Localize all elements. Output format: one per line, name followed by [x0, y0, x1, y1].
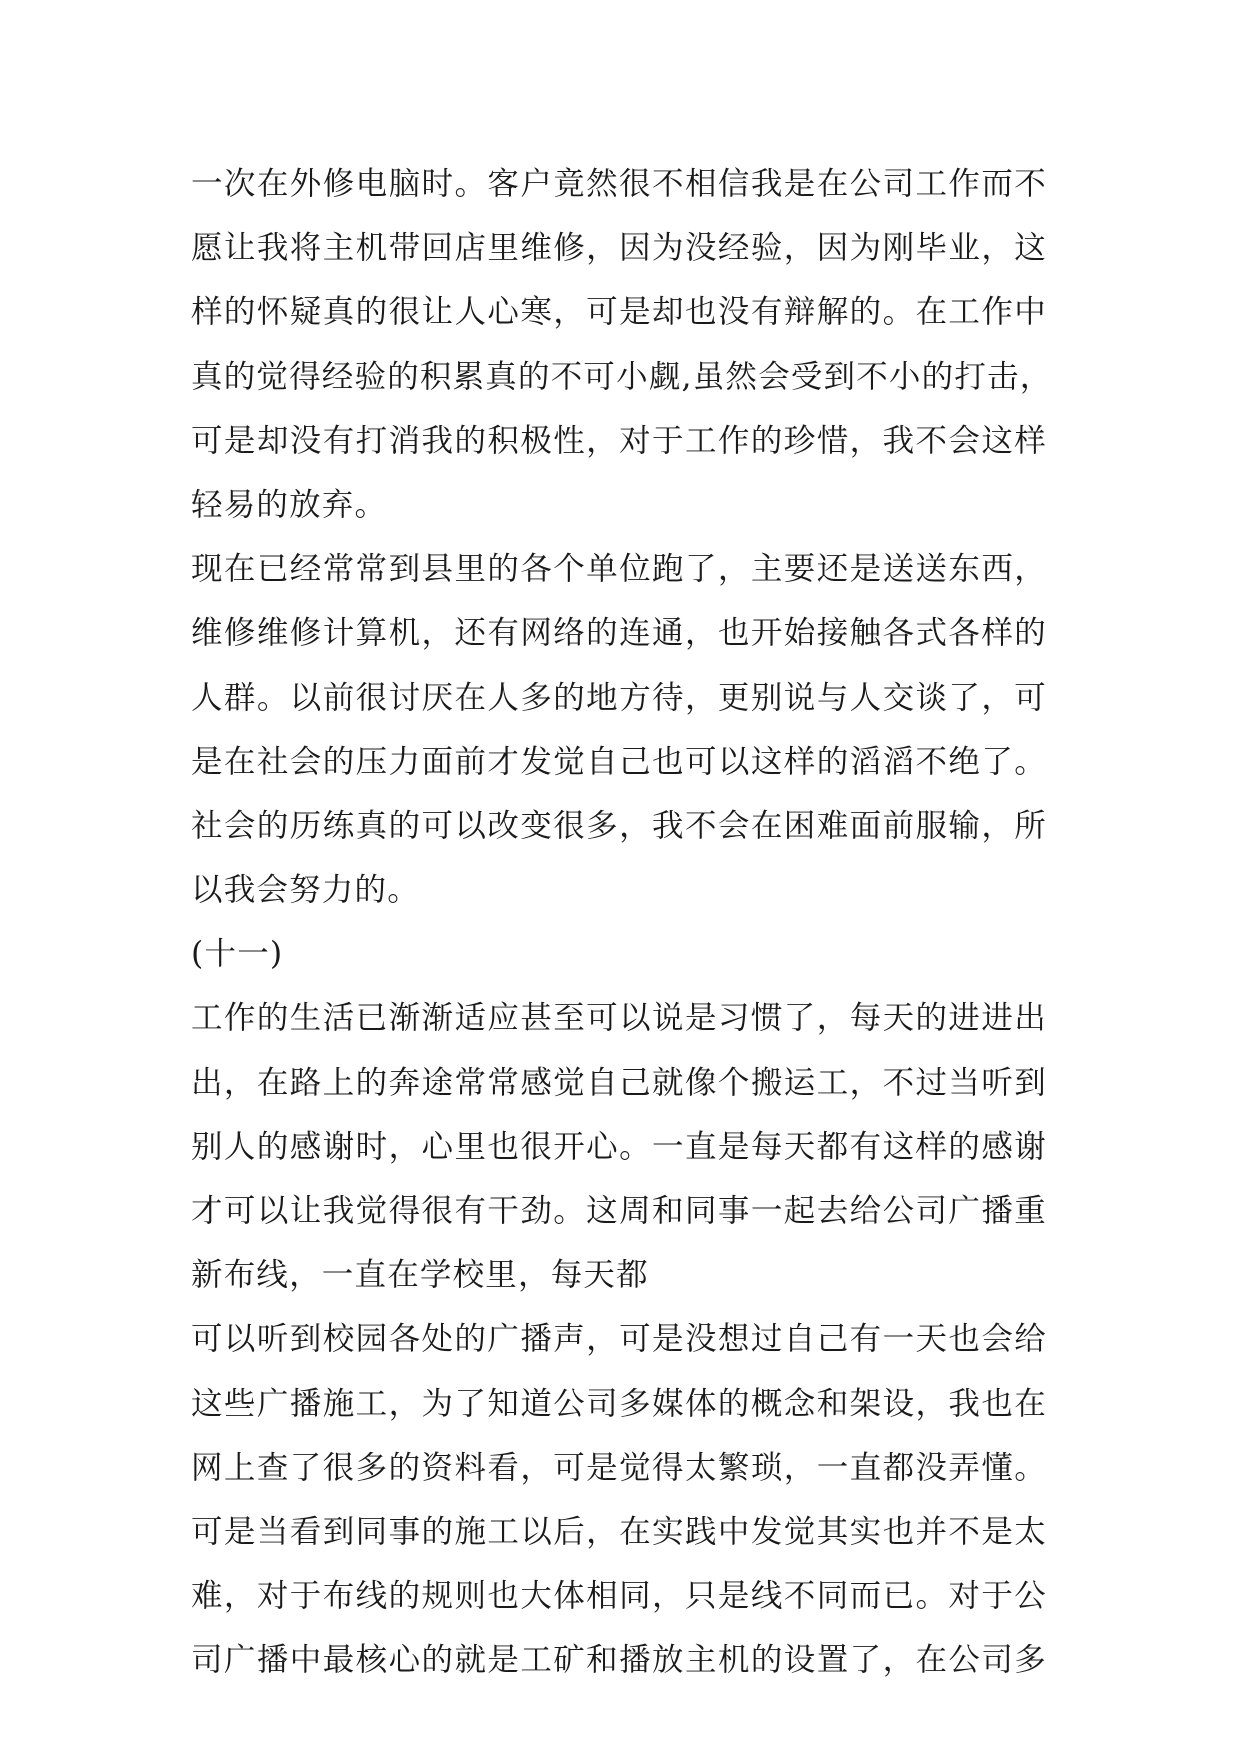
text-line: 愿让我将主机带回店里维修，因为没经验，因为刚毕业，这: [191, 230, 1047, 267]
text-line: 才可以让我觉得很有干劲。这周和同事一起去给公司广播重: [191, 1193, 1047, 1229]
text-line: 一次在外修电脑时。客户竟然很不相信我是在公司工作而不: [191, 166, 1047, 202]
text-line: 难，对于布线的规则也大体相同，只是线不同而已。对于公: [191, 1578, 1047, 1615]
text-line: 社会的历练真的可以改变很多，我不会在困难面前服输，所: [191, 807, 1047, 844]
text-line: 真的觉得经验的积累真的不可小觑,虽然会受到不小的打击，: [191, 358, 1053, 395]
body-text: [191, 152, 1071, 1693]
text-line: 样的怀疑真的很让人心寒，可是却也没有辩解的。在工作中: [191, 294, 1047, 331]
text-line: 网上查了很多的资料看，可是觉得太繁琐，一直都没弄懂。: [191, 1449, 1047, 1486]
section-heading: (十一): [191, 936, 284, 973]
text-line: 维修维修计算机，还有网络的连通，也开始接触各式各样的: [191, 615, 1047, 652]
text-line: 可是当看到同事的施工以后，在实践中发觉其实也并不是太: [191, 1513, 1047, 1550]
text-line: 现在已经常常到县里的各个单位跑了，主要还是送送东西，: [191, 551, 1047, 588]
text-line: 人群。以前很讨厌在人多的地方待，更别说与人交谈了，可: [191, 679, 1047, 716]
text-line: 以我会努力的。: [191, 872, 420, 909]
text-line: 出，在路上的奔途常常感觉自己就像个搬运工，不过当听到: [191, 1064, 1047, 1101]
text-line: 新布线，一直在学校里，每天都: [191, 1257, 649, 1294]
text-line: 可以听到校园各处的广播声，可是没想过自己有一天也会给: [191, 1321, 1047, 1358]
text-line: 是在社会的压力面前才发觉自己也可以这样的滔滔不绝了。: [191, 743, 1047, 780]
text-line: 司广播中最核心的就是工矿和播放主机的设置了，在公司多: [191, 1642, 1047, 1679]
text-line: 工作的生活已渐渐适应甚至可以说是习惯了，每天的进进出: [191, 1000, 1047, 1037]
text-line: 别人的感谢时，心里也很开心。一直是每天都有这样的感谢: [191, 1128, 1047, 1165]
text-line: 这些广播施工，为了知道公司多媒体的概念和架设，我也在: [191, 1385, 1047, 1422]
text-line: 轻易的放弃。: [191, 486, 388, 523]
text-line: 可是却没有打消我的积极性，对于工作的珍惜，我不会这样: [191, 422, 1047, 459]
